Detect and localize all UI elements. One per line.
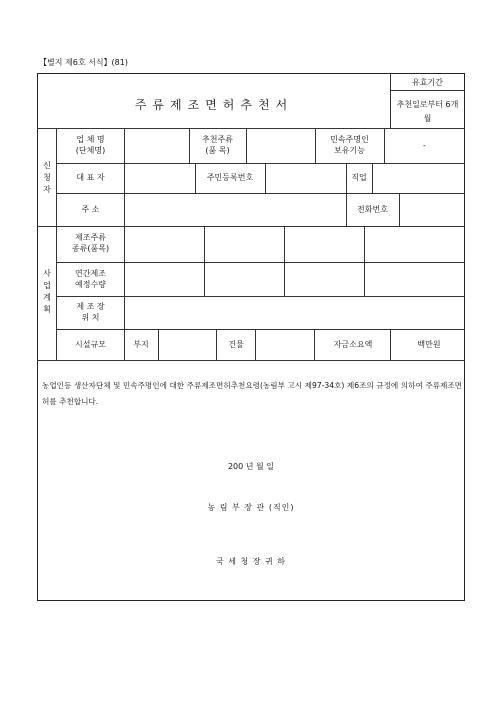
recommendation-statement: 농업인등 생산자단체 및 민속주명인에 대한 주류제조면허추천요령(농림부 고시 제97-34호) 제6조의 규정에 의하여 주류제조면허를 추천합니다. [42, 381, 462, 406]
rule [56, 262, 465, 263]
annual-sub: 예정수량 [75, 280, 106, 289]
building-label: 건물 [228, 340, 244, 349]
rec-type-sub: (품 목) [205, 146, 230, 155]
fund-unit: 백만원 [417, 340, 441, 349]
rule [255, 329, 256, 360]
company-name-sub: (단체명) [75, 146, 106, 155]
rule [265, 163, 266, 193]
folk-sub: 보유기능 [334, 146, 365, 155]
site-label [57, 301, 124, 323]
representative-label: 대 표 자 [76, 173, 105, 182]
resident-no-label: 주민등록번호 [206, 173, 254, 182]
site-main: 제 조 장 [76, 302, 105, 311]
rule [204, 226, 205, 296]
form-title: 주류제조면허추천서 [134, 98, 294, 112]
facility-label: 시설규모 [75, 340, 106, 349]
rec-type-label [189, 134, 246, 156]
date-line: 200 년 월 일 [227, 462, 275, 471]
rule [314, 329, 315, 360]
rule [390, 90, 465, 91]
address-label: 주 소 [81, 205, 100, 214]
land-label: 부지 [133, 340, 149, 349]
rule [284, 226, 285, 296]
folk-main: 민속주명인 [330, 135, 369, 144]
folk-value: - [423, 141, 426, 150]
business-section-label: 사업계획 [43, 269, 51, 314]
addressee: 국 세 청 장 귀 하 [215, 557, 287, 566]
company-name-label [57, 134, 124, 156]
rule [56, 193, 465, 194]
phone-label: 전화번호 [357, 205, 388, 214]
liquor-type-sub: 종류(품목) [71, 244, 110, 253]
site-sub: 위 치 [81, 313, 100, 322]
rule [372, 163, 373, 193]
form-number: 【별지 제6호 서식】(81) [39, 58, 128, 67]
fund-label: 자금소요액 [333, 340, 373, 349]
rule [216, 329, 217, 360]
rule [56, 296, 465, 297]
job-label: 직업 [351, 173, 367, 182]
applicant-section-label: 신청자 [43, 161, 51, 194]
rule [246, 128, 247, 163]
rec-type-main: 추천주류 [202, 135, 233, 144]
validity-label: 유효기간 [412, 78, 443, 87]
liquor-type-label [57, 232, 124, 254]
validity-value: 추천일로부터 6개월 [396, 100, 459, 123]
liquor-type-main: 제조주류 [75, 233, 106, 242]
rule [56, 163, 465, 164]
rule [390, 329, 391, 360]
rule [364, 226, 365, 296]
rule [56, 329, 465, 330]
rule [37, 128, 465, 129]
folk-label [315, 134, 384, 156]
company-name-main: 업 체 명 [76, 135, 105, 144]
signer: 농 림 부 장 관 (직인) [207, 503, 295, 512]
annual-label [57, 268, 124, 290]
rule [124, 128, 125, 360]
rule [37, 360, 465, 361]
rule [158, 329, 159, 360]
rule [399, 193, 400, 226]
annual-main: 연간제조 [75, 269, 106, 278]
rule [37, 226, 465, 227]
